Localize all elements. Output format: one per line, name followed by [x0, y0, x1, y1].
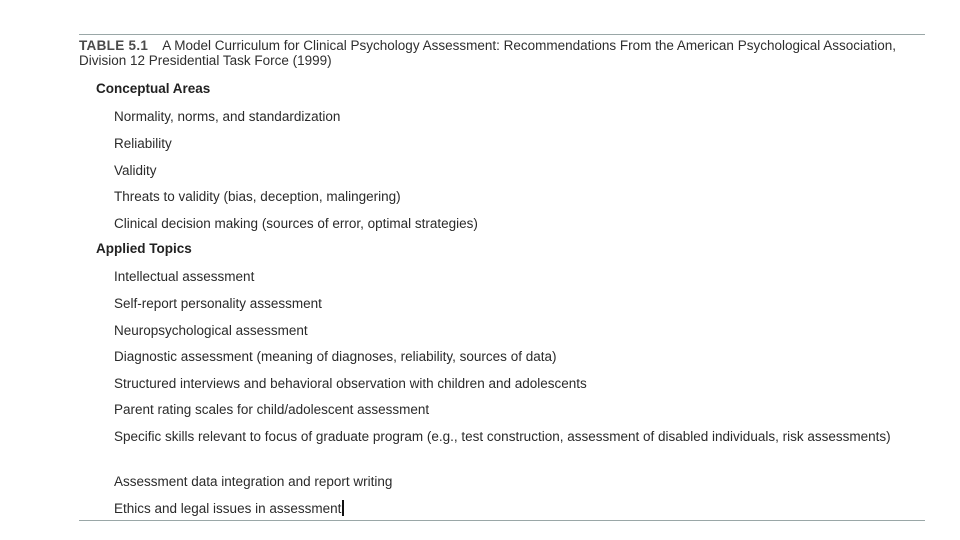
- table-bottom-rule: [79, 520, 925, 521]
- list-item: Normality, norms, and standardization: [114, 109, 341, 124]
- table-caption: [79, 38, 929, 68]
- table-label: TABLE 5.1: [79, 38, 149, 53]
- list-item: Specific skills relevant to focus of graduate program (e.g., test construction, assessment of disabled individuals, risk assessments): [114, 429, 891, 444]
- list-item: Clinical decision making (sources of error, optimal strategies): [114, 216, 478, 231]
- list-item: Intellectual assessment: [114, 269, 255, 284]
- list-item: Neuropsychological assessment: [114, 323, 308, 338]
- list-item: Assessment data integration and report writing: [114, 474, 393, 489]
- list-item: Reliability: [114, 136, 172, 151]
- text-cursor: [342, 500, 344, 516]
- table-top-rule: [79, 34, 925, 35]
- list-item-last[interactable]: [114, 500, 914, 517]
- list-item: Validity: [114, 163, 157, 178]
- list-item: Parent rating scales for child/adolescent assessment: [114, 402, 430, 417]
- section-heading-applied-topics: Applied Topics: [96, 241, 192, 256]
- list-item-text: Ethics and legal issues in assessment: [114, 501, 342, 516]
- list-item: Threats to validity (bias, deception, malingering): [114, 189, 401, 204]
- section-heading-conceptual-areas: Conceptual Areas: [96, 81, 211, 96]
- list-item: Self-report personality assessment: [114, 296, 322, 311]
- list-item: Structured interviews and behavioral observation with children and adolescents: [114, 376, 587, 391]
- list-item: Diagnostic assessment (meaning of diagnoses, reliability, sources of data): [114, 349, 557, 364]
- table-title: A Model Curriculum for Clinical Psychology Assessment: Recommendations From the American Psychological Association, Division 12 Presidential Task Force (1999): [79, 38, 897, 68]
